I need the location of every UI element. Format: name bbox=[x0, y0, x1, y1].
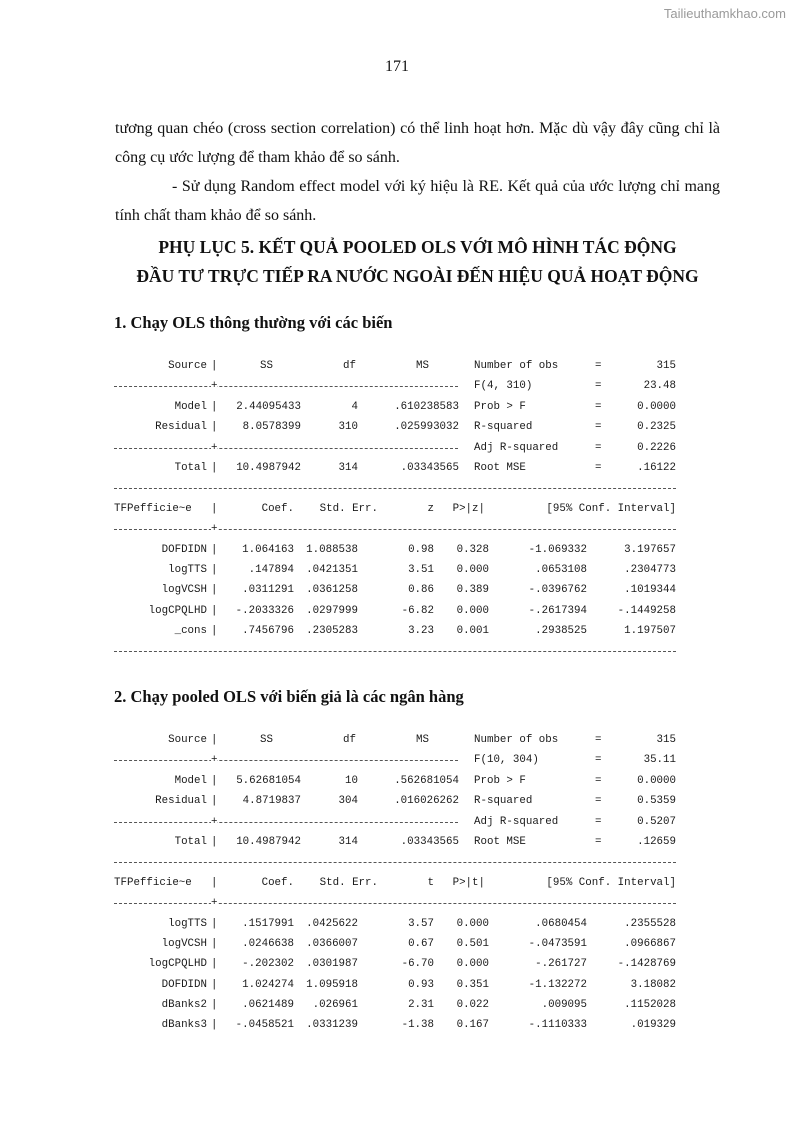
stat-equals: = bbox=[595, 754, 602, 767]
coef-row bbox=[114, 935, 676, 955]
coef-header-ci: [95% Conf. Interval] bbox=[546, 502, 676, 515]
column-separator: | bbox=[211, 625, 218, 638]
coef-std-err: 1.095918 bbox=[306, 978, 358, 991]
coef-test-stat: 3.23 bbox=[408, 625, 434, 638]
anova-header-ss: SS bbox=[260, 360, 273, 372]
stat-equals: = bbox=[595, 400, 602, 413]
coef-test-stat: -1.38 bbox=[401, 1019, 434, 1032]
coef-std-err: .0331239 bbox=[306, 1019, 358, 1032]
stat-equals: = bbox=[595, 774, 602, 787]
coef-row bbox=[114, 541, 676, 561]
coef-variable: dBanks2 bbox=[161, 999, 207, 1012]
dashed-rule bbox=[114, 386, 458, 387]
coef-test-stat: 0.93 bbox=[408, 978, 434, 991]
stat-value: .16122 bbox=[637, 461, 676, 474]
coef-test-stat: 0.86 bbox=[408, 584, 434, 597]
coef-std-err: .0425622 bbox=[306, 917, 358, 930]
coef-value: .1517991 bbox=[242, 917, 294, 930]
anova-ss: 5.62681054 bbox=[236, 774, 301, 787]
anova-row bbox=[114, 418, 676, 438]
anova-df: 314 bbox=[338, 461, 358, 474]
column-separator: | bbox=[211, 1019, 218, 1032]
stat-equals: = bbox=[595, 461, 602, 474]
column-separator: | bbox=[211, 978, 218, 991]
coef-variable: logCPQLHD bbox=[148, 958, 207, 971]
stat-label: R-squared bbox=[474, 795, 533, 808]
coef-p-value: 0.000 bbox=[456, 958, 489, 971]
dashed-rule bbox=[114, 651, 676, 652]
stat-label: Prob > F bbox=[474, 400, 526, 413]
coef-variable: logVCSH bbox=[161, 937, 207, 950]
coef-value: -.202302 bbox=[242, 958, 294, 971]
coef-ci-high: -.1428769 bbox=[617, 958, 676, 971]
anova-df: 314 bbox=[338, 835, 358, 848]
coef-ci-low: -.2617394 bbox=[528, 604, 587, 617]
anova-separator-row bbox=[114, 813, 676, 833]
stat-equals: = bbox=[595, 360, 602, 372]
coef-value: .7456796 bbox=[242, 625, 294, 638]
anova-header-ms: MS bbox=[416, 734, 429, 746]
anova-ms: .610238583 bbox=[394, 400, 459, 413]
separator-line bbox=[114, 894, 676, 914]
coef-value: .0621489 bbox=[242, 999, 294, 1012]
column-separator: | bbox=[211, 795, 218, 808]
stat-label: R-squared bbox=[474, 421, 533, 434]
separator-cross: + bbox=[211, 754, 218, 767]
coef-header-dependent: TFPefficie~e bbox=[114, 502, 192, 515]
coef-ci-high: 1.197507 bbox=[624, 625, 676, 638]
column-separator: | bbox=[211, 563, 218, 576]
coef-row bbox=[114, 581, 676, 601]
stat-value: 0.5359 bbox=[637, 795, 676, 808]
anova-header-row bbox=[114, 357, 676, 377]
column-separator: | bbox=[211, 360, 218, 372]
anova-ms: .03343565 bbox=[400, 835, 459, 848]
coef-test-stat: -6.82 bbox=[401, 604, 434, 617]
anova-ss: 2.44095433 bbox=[236, 400, 301, 413]
stat-value: 0.2226 bbox=[637, 441, 676, 454]
coef-ci-high: 3.18082 bbox=[630, 978, 676, 991]
separator-cross: + bbox=[211, 815, 218, 828]
watermark: Tailieuthamkhao.com bbox=[663, 6, 786, 21]
stat-value: 0.2325 bbox=[637, 421, 676, 434]
column-separator: | bbox=[211, 917, 218, 930]
separator-cross: + bbox=[211, 380, 218, 393]
coef-value: .147894 bbox=[248, 563, 294, 576]
anova-row bbox=[114, 772, 676, 792]
column-separator: | bbox=[211, 584, 218, 597]
column-separator: | bbox=[211, 461, 218, 474]
separator-cross: + bbox=[211, 523, 218, 536]
coef-header-dependent: TFPefficie~e bbox=[114, 876, 192, 889]
anova-source: Model bbox=[174, 774, 207, 787]
coef-row bbox=[114, 996, 676, 1016]
stat-equals: = bbox=[595, 441, 602, 454]
coef-row bbox=[114, 622, 676, 642]
anova-ss: 4.8719837 bbox=[242, 795, 301, 808]
stat-label: F(4, 310) bbox=[474, 380, 533, 393]
anova-ss: 8.0578399 bbox=[242, 421, 301, 434]
coef-ci-low: -1.069332 bbox=[528, 543, 587, 556]
pooled-ols-regression-output bbox=[114, 731, 676, 1037]
separator-line bbox=[114, 520, 676, 540]
anova-ms: .025993032 bbox=[394, 421, 459, 434]
anova-source: Residual bbox=[155, 421, 207, 434]
appendix-title-line-2: ĐẦU TƯ TRỰC TIẾP RA NƯỚC NGOÀI ĐẾN HIỆU QUẢ HOẠT ĐỘNG bbox=[136, 266, 699, 286]
coef-ci-low: .0653108 bbox=[535, 563, 587, 576]
coef-ci-low: -.1110333 bbox=[528, 1019, 587, 1032]
coef-ci-low: -.261727 bbox=[535, 958, 587, 971]
coef-test-stat: 0.98 bbox=[408, 543, 434, 556]
anova-row bbox=[114, 459, 676, 479]
coef-header-stat: t bbox=[427, 876, 434, 889]
coef-row bbox=[114, 955, 676, 975]
coef-variable: DOFDIDN bbox=[161, 978, 207, 991]
stat-value: 315 bbox=[656, 360, 676, 372]
anova-df: 10 bbox=[345, 774, 358, 787]
coef-row bbox=[114, 1016, 676, 1036]
stat-equals: = bbox=[595, 815, 602, 828]
appendix-title-line-1: PHỤ LỤC 5. KẾT QUẢ POOLED OLS VỚI MÔ HÌNH TÁC ĐỘNG bbox=[158, 237, 677, 257]
dashed-rule bbox=[114, 822, 458, 823]
coef-std-err: .0297999 bbox=[306, 604, 358, 617]
coef-ci-low: .2938525 bbox=[535, 625, 587, 638]
anova-header-ss: SS bbox=[260, 734, 273, 746]
column-separator: | bbox=[211, 876, 218, 889]
anova-df: 310 bbox=[338, 421, 358, 434]
column-separator: | bbox=[211, 999, 218, 1012]
coef-header-row bbox=[114, 874, 676, 894]
anova-ms: .016026262 bbox=[394, 795, 459, 808]
coef-p-value: 0.000 bbox=[456, 917, 489, 930]
coef-std-err: .0366007 bbox=[306, 937, 358, 950]
column-separator: | bbox=[211, 502, 218, 515]
dashed-rule bbox=[114, 488, 676, 489]
appendix-title bbox=[100, 233, 735, 291]
anova-row bbox=[114, 398, 676, 418]
dashed-rule bbox=[114, 760, 458, 761]
coef-ci-high: .2304773 bbox=[624, 563, 676, 576]
anova-source: Model bbox=[174, 400, 207, 413]
anova-separator-row bbox=[114, 377, 676, 397]
coef-std-err: .0301987 bbox=[306, 958, 358, 971]
anova-header-row bbox=[114, 731, 676, 751]
paragraph-2: - Sử dụng Random effect model với ký hiệu là RE. Kết quả của ước lượng chỉ mang tính chất tham khảo để so sánh. bbox=[115, 178, 720, 224]
column-separator: | bbox=[211, 958, 218, 971]
coef-ci-low: -.0396762 bbox=[528, 584, 587, 597]
coef-test-stat: 0.67 bbox=[408, 937, 434, 950]
coef-ci-high: .019329 bbox=[630, 1019, 676, 1032]
separator-line bbox=[114, 853, 676, 873]
anova-ms: .03343565 bbox=[400, 461, 459, 474]
dashed-rule bbox=[114, 862, 676, 863]
column-separator: | bbox=[211, 734, 218, 746]
coef-ci-high: .2355528 bbox=[624, 917, 676, 930]
coef-header-se: Std. Err. bbox=[319, 502, 378, 515]
separator-cross: + bbox=[211, 441, 218, 454]
dashed-rule bbox=[114, 448, 458, 449]
coef-ci-high: .0966867 bbox=[624, 937, 676, 950]
anova-header-df: df bbox=[343, 734, 356, 746]
coef-ci-low: .009095 bbox=[541, 999, 587, 1012]
dashed-rule bbox=[114, 529, 676, 530]
coef-std-err: .0361258 bbox=[306, 584, 358, 597]
stat-value: 0.0000 bbox=[637, 400, 676, 413]
separator-line bbox=[114, 642, 676, 662]
coef-p-value: 0.328 bbox=[456, 543, 489, 556]
stat-label: Adj R-squared bbox=[474, 815, 559, 828]
coef-p-value: 0.001 bbox=[456, 625, 489, 638]
coef-value: -.0458521 bbox=[235, 1019, 294, 1032]
anova-header-ms: MS bbox=[416, 360, 429, 372]
coef-std-err: 1.088538 bbox=[306, 543, 358, 556]
stat-value: 0.5207 bbox=[637, 815, 676, 828]
stat-equals: = bbox=[595, 795, 602, 808]
coef-header-p: P>|t| bbox=[452, 876, 485, 889]
coef-ci-low: .0680454 bbox=[535, 917, 587, 930]
paragraph-1: tương quan chéo (cross section correlation) có thể linh hoạt hơn. Mặc dù vậy đây cũng chỉ là công cụ ước lượng để tham khảo để so sánh. bbox=[115, 120, 720, 166]
coef-p-value: 0.501 bbox=[456, 937, 489, 950]
coef-variable: DOFDIDN bbox=[161, 543, 207, 556]
coef-p-value: 0.000 bbox=[456, 604, 489, 617]
section-2-heading: 2. Chạy pooled OLS với biến giả là các ngân hàng bbox=[114, 687, 464, 706]
coef-row bbox=[114, 976, 676, 996]
dashed-rule bbox=[114, 903, 676, 904]
coef-ci-high: -.1449258 bbox=[617, 604, 676, 617]
coef-value: .0311291 bbox=[242, 584, 294, 597]
coef-test-stat: -6.70 bbox=[401, 958, 434, 971]
column-separator: | bbox=[211, 400, 218, 413]
column-separator: | bbox=[211, 543, 218, 556]
coef-variable: _cons bbox=[174, 625, 207, 638]
anova-source: Total bbox=[174, 835, 207, 848]
stat-equals: = bbox=[595, 421, 602, 434]
anova-df: 304 bbox=[338, 795, 358, 808]
coef-value: 1.064163 bbox=[242, 543, 294, 556]
coef-variable: logVCSH bbox=[161, 584, 207, 597]
separator-line bbox=[114, 479, 676, 499]
stat-value: 23.48 bbox=[643, 380, 676, 393]
anova-ms: .562681054 bbox=[394, 774, 459, 787]
coef-test-stat: 2.31 bbox=[408, 999, 434, 1012]
coef-ci-high: .1019344 bbox=[624, 584, 676, 597]
coef-header-coef: Coef. bbox=[261, 502, 294, 515]
coef-header-se: Std. Err. bbox=[319, 876, 378, 889]
anova-header-df: df bbox=[343, 360, 356, 372]
stat-value: 0.0000 bbox=[637, 774, 676, 787]
coef-header-ci: [95% Conf. Interval] bbox=[546, 876, 676, 889]
coef-variable: logTTS bbox=[168, 563, 207, 576]
separator-cross: + bbox=[211, 897, 218, 910]
coef-variable: logCPQLHD bbox=[148, 604, 207, 617]
coef-p-value: 0.022 bbox=[456, 999, 489, 1012]
coef-row bbox=[114, 561, 676, 581]
coef-row bbox=[114, 915, 676, 935]
coef-p-value: 0.167 bbox=[456, 1019, 489, 1032]
anova-header-source: Source bbox=[168, 360, 207, 372]
stat-label: Number of obs bbox=[474, 734, 559, 746]
coef-value: 1.024274 bbox=[242, 978, 294, 991]
coef-p-value: 0.389 bbox=[456, 584, 489, 597]
column-separator: | bbox=[211, 774, 218, 787]
column-separator: | bbox=[211, 604, 218, 617]
coef-header-p: P>|z| bbox=[452, 502, 485, 515]
anova-row bbox=[114, 792, 676, 812]
stat-equals: = bbox=[595, 734, 602, 746]
stat-value: 315 bbox=[656, 734, 676, 746]
coef-variable: logTTS bbox=[168, 917, 207, 930]
anova-row bbox=[114, 833, 676, 853]
coef-std-err: .026961 bbox=[312, 999, 358, 1012]
coef-ci-high: .1152028 bbox=[624, 999, 676, 1012]
coef-ci-low: -1.132272 bbox=[528, 978, 587, 991]
coef-row bbox=[114, 602, 676, 622]
stat-value: .12659 bbox=[637, 835, 676, 848]
column-separator: | bbox=[211, 421, 218, 434]
coef-p-value: 0.000 bbox=[456, 563, 489, 576]
anova-df: 4 bbox=[351, 400, 358, 413]
coef-test-stat: 3.51 bbox=[408, 563, 434, 576]
column-separator: | bbox=[211, 937, 218, 950]
anova-separator-row bbox=[114, 751, 676, 771]
stat-label: Adj R-squared bbox=[474, 441, 559, 454]
coef-ci-high: 3.197657 bbox=[624, 543, 676, 556]
anova-ss: 10.4987942 bbox=[236, 835, 301, 848]
stat-label: Prob > F bbox=[474, 774, 526, 787]
section-1-heading: 1. Chạy OLS thông thường với các biến bbox=[114, 313, 393, 332]
coef-p-value: 0.351 bbox=[456, 978, 489, 991]
coef-std-err: .0421351 bbox=[306, 563, 358, 576]
coef-variable: dBanks3 bbox=[161, 1019, 207, 1032]
anova-separator-row bbox=[114, 439, 676, 459]
coef-ci-low: -.0473591 bbox=[528, 937, 587, 950]
ols-regression-output bbox=[114, 357, 676, 663]
anova-header-source: Source bbox=[168, 734, 207, 746]
stat-label: F(10, 304) bbox=[474, 754, 539, 767]
coef-header-row bbox=[114, 500, 676, 520]
anova-ss: 10.4987942 bbox=[236, 461, 301, 474]
column-separator: | bbox=[211, 835, 218, 848]
stat-value: 35.11 bbox=[643, 754, 676, 767]
stat-label: Root MSE bbox=[474, 835, 526, 848]
coef-header-coef: Coef. bbox=[261, 876, 294, 889]
coef-value: .0246638 bbox=[242, 937, 294, 950]
stat-equals: = bbox=[595, 835, 602, 848]
page-number: 171 bbox=[385, 58, 409, 75]
anova-source: Residual bbox=[155, 795, 207, 808]
coef-value: -.2033326 bbox=[235, 604, 294, 617]
stat-label: Root MSE bbox=[474, 461, 526, 474]
coef-test-stat: 3.57 bbox=[408, 917, 434, 930]
stat-equals: = bbox=[595, 380, 602, 393]
coef-header-stat: z bbox=[427, 502, 434, 515]
coef-std-err: .2305283 bbox=[306, 625, 358, 638]
anova-source: Total bbox=[174, 461, 207, 474]
stat-label: Number of obs bbox=[474, 360, 559, 372]
